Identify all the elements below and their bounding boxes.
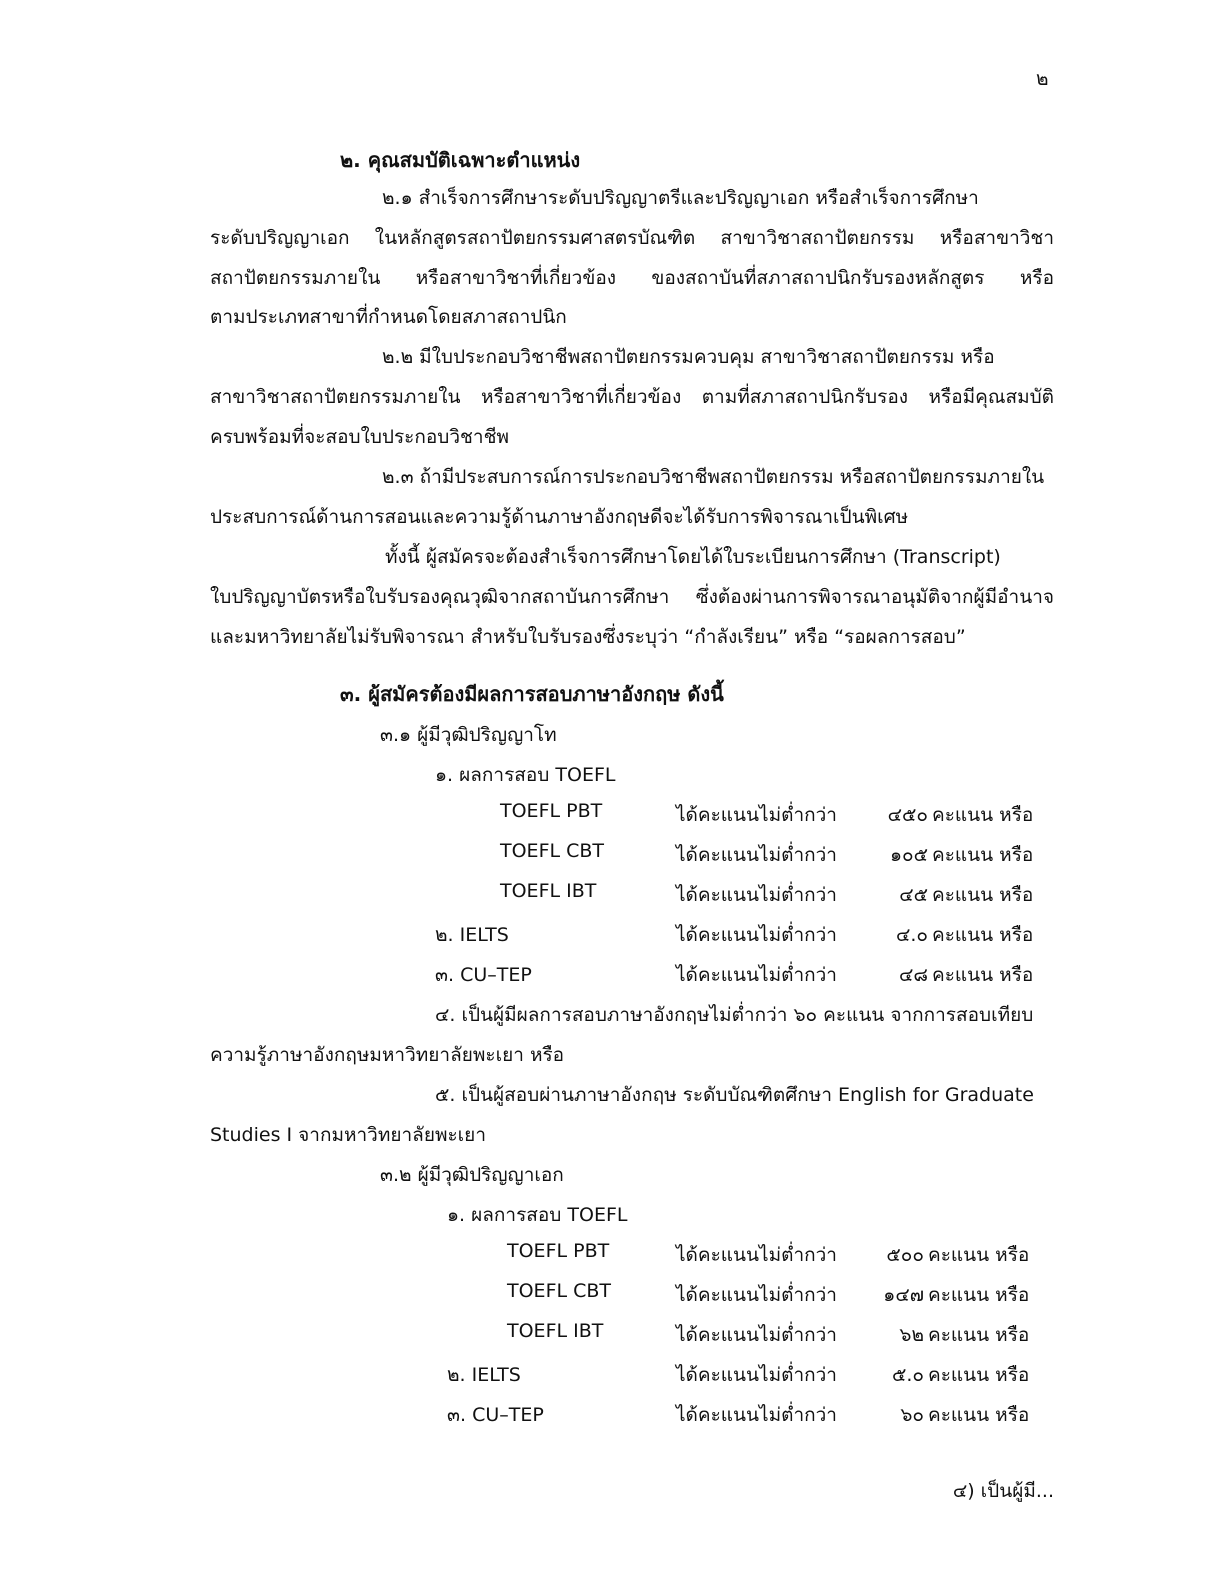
- item-5-line-1: ๕. เป็นผู้สอบผ่านภาษาอังกฤษ ระดับบัณฑิตศึกษา English for Graduate: [435, 1084, 1034, 1106]
- para-2-3-line-1: ๒.๓ ถ้ามีประสบการณ์การประกอบวิชาชีพสถาปัตยกรรม หรือสถาปัตยกรรมภายใน: [382, 466, 1045, 488]
- para-note-line-2: ใบปริญญาบัตรหรือใบรับรองคุณวุฒิจากสถาบันการศึกษา ซึ่งต้องผ่านการพิจารณาอนุมัติจากผู้มีอำนาจ: [210, 586, 1054, 608]
- score-row-name: TOEFL CBT: [500, 840, 605, 862]
- sub-3-2-title: ๓.๒ ผู้มีวุฒิปริญญาเอก: [380, 1164, 564, 1186]
- score-row-condition: ได้คะแนนไม่ต่ำกว่า: [676, 964, 837, 986]
- score-row-condition: ได้คะแนนไม่ต่ำกว่า: [676, 1324, 837, 1346]
- score-row-value: ๑๔๗: [883, 1284, 924, 1306]
- score-row-name: ๒. IELTS: [447, 1364, 521, 1386]
- para-2-2-line-2: สาขาวิชาสถาปัตยกรรมภายใน หรือสาขาวิชาที่เกี่ยวข้อง ตามที่สภาสถาปนิกรับรอง หรือมีคุณสมบัติ: [210, 386, 1054, 408]
- score-row-name: TOEFL PBT: [507, 1240, 610, 1262]
- item-5-line-2: Studies I จากมหาวิทยาลัยพะเยา: [210, 1124, 486, 1146]
- para-2-1-line-1: ๒.๑ สำเร็จการศึกษาระดับปริญญาตรีและปริญญาเอก หรือสำเร็จการศึกษา: [382, 187, 979, 209]
- score-row-value: ๖๒: [899, 1324, 924, 1346]
- score-row-unit: คะแนน หรือ: [932, 804, 1034, 826]
- score-row-name: TOEFL PBT: [500, 800, 603, 822]
- score-row-condition: ได้คะแนนไม่ต่ำกว่า: [676, 1364, 837, 1386]
- score-row-unit: คะแนน หรือ: [928, 1364, 1030, 1386]
- score-row-name: TOEFL CBT: [507, 1280, 612, 1302]
- page-number: ๒: [1036, 68, 1049, 90]
- para-2-2-line-1: ๒.๒ มีใบประกอบวิชาชีพสถาปัตยกรรมควบคุม สาขาวิชาสถาปัตยกรรม หรือ: [382, 346, 995, 368]
- para-note-line-1: ทั้งนี้ ผู้สมัครจะต้องสำเร็จการศึกษาโดยได้ใบระเบียนการศึกษา (Transcript): [385, 546, 1001, 568]
- section-3-heading: ๓. ผู้สมัครต้องมีผลการสอบภาษาอังกฤษ ดังนี้: [340, 682, 724, 706]
- item-4-line-1: ๔. เป็นผู้มีผลการสอบภาษาอังกฤษไม่ต่ำกว่า ๖๐ คะแนน จากการสอบเทียบ: [435, 1004, 1034, 1026]
- score-row-value: ๔๕: [899, 884, 928, 906]
- para-2-1-line-3: สถาปัตยกรรมภายใน หรือสาขาวิชาที่เกี่ยวข้อง ของสถาบันที่สภาสถาปนิกรับรองหลักสูตร หรือ: [210, 267, 1054, 289]
- para-note-line-3: และมหาวิทยาลัยไม่รับพิจารณา สำหรับใบรับรองซึ่งระบุว่า “กำลังเรียน” หรือ “รอผลการสอบ”: [210, 626, 966, 648]
- score-row-name: ๓. CU–TEP: [435, 964, 532, 986]
- score-row-condition: ได้คะแนนไม่ต่ำกว่า: [676, 924, 837, 946]
- para-2-2-line-3: ครบพร้อมที่จะสอบใบประกอบวิชาชีพ: [210, 426, 510, 448]
- score-row-unit: คะแนน หรือ: [928, 1284, 1030, 1306]
- continuation-note: ๔) เป็นผู้มี...: [952, 1480, 1054, 1502]
- score-row-unit: คะแนน หรือ: [932, 884, 1034, 906]
- score-row-condition: ได้คะแนนไม่ต่ำกว่า: [676, 844, 837, 866]
- score-row-unit: คะแนน หรือ: [928, 1324, 1030, 1346]
- score-row-name: TOEFL IBT: [500, 880, 597, 902]
- item-4-line-2: ความรู้ภาษาอังกฤษมหาวิทยาลัยพะเยา หรือ: [210, 1044, 565, 1066]
- score-row-value: ๖๐: [900, 1404, 924, 1426]
- score-row-unit: คะแนน หรือ: [928, 1244, 1030, 1266]
- score-row-value: ๕๐๐: [886, 1244, 924, 1266]
- score-row-condition: ได้คะแนนไม่ต่ำกว่า: [676, 804, 837, 826]
- score-row-condition: ได้คะแนนไม่ต่ำกว่า: [676, 884, 837, 906]
- score-row-condition: ได้คะแนนไม่ต่ำกว่า: [676, 1404, 837, 1426]
- score-row-value: ๕.๐: [891, 1364, 924, 1386]
- sub-3-2-toefl-title: ๑. ผลการสอบ TOEFL: [447, 1204, 628, 1226]
- score-row-value: ๑๐๕: [889, 844, 928, 866]
- score-row-unit: คะแนน หรือ: [932, 844, 1034, 866]
- score-row-condition: ได้คะแนนไม่ต่ำกว่า: [676, 1244, 837, 1266]
- sub-3-1-title: ๓.๑ ผู้มีวุฒิปริญญาโท: [380, 724, 557, 746]
- score-row-value: ๔๕๐: [887, 804, 928, 826]
- score-row-unit: คะแนน หรือ: [932, 964, 1034, 986]
- score-row-condition: ได้คะแนนไม่ต่ำกว่า: [676, 1284, 837, 1306]
- score-row-unit: คะแนน หรือ: [932, 924, 1034, 946]
- para-2-1-line-2: ระดับปริญญาเอก ในหลักสูตรสถาปัตยกรรมศาสตรบัณฑิต สาขาวิชาสถาปัตยกรรม หรือสาขาวิชา: [210, 227, 1054, 249]
- sub-3-1-toefl-title: ๑. ผลการสอบ TOEFL: [435, 764, 616, 786]
- score-row-value: ๔.๐: [895, 924, 928, 946]
- score-row-name: TOEFL IBT: [507, 1320, 604, 1342]
- para-2-3-line-2: ประสบการณ์ด้านการสอนและความรู้ด้านภาษาอังกฤษดีจะได้รับการพิจารณาเป็นพิเศษ: [210, 506, 909, 528]
- section-2-heading: ๒. คุณสมบัติเฉพาะตำแหน่ง: [340, 148, 581, 172]
- score-row-value: ๔๘: [898, 964, 928, 986]
- para-2-1-line-4: ตามประเภทสาขาที่กำหนดโดยสภาสถาปนิก: [210, 306, 567, 328]
- score-row-name: ๒. IELTS: [435, 924, 509, 946]
- score-row-unit: คะแนน หรือ: [928, 1404, 1030, 1426]
- score-row-name: ๓. CU–TEP: [447, 1404, 544, 1426]
